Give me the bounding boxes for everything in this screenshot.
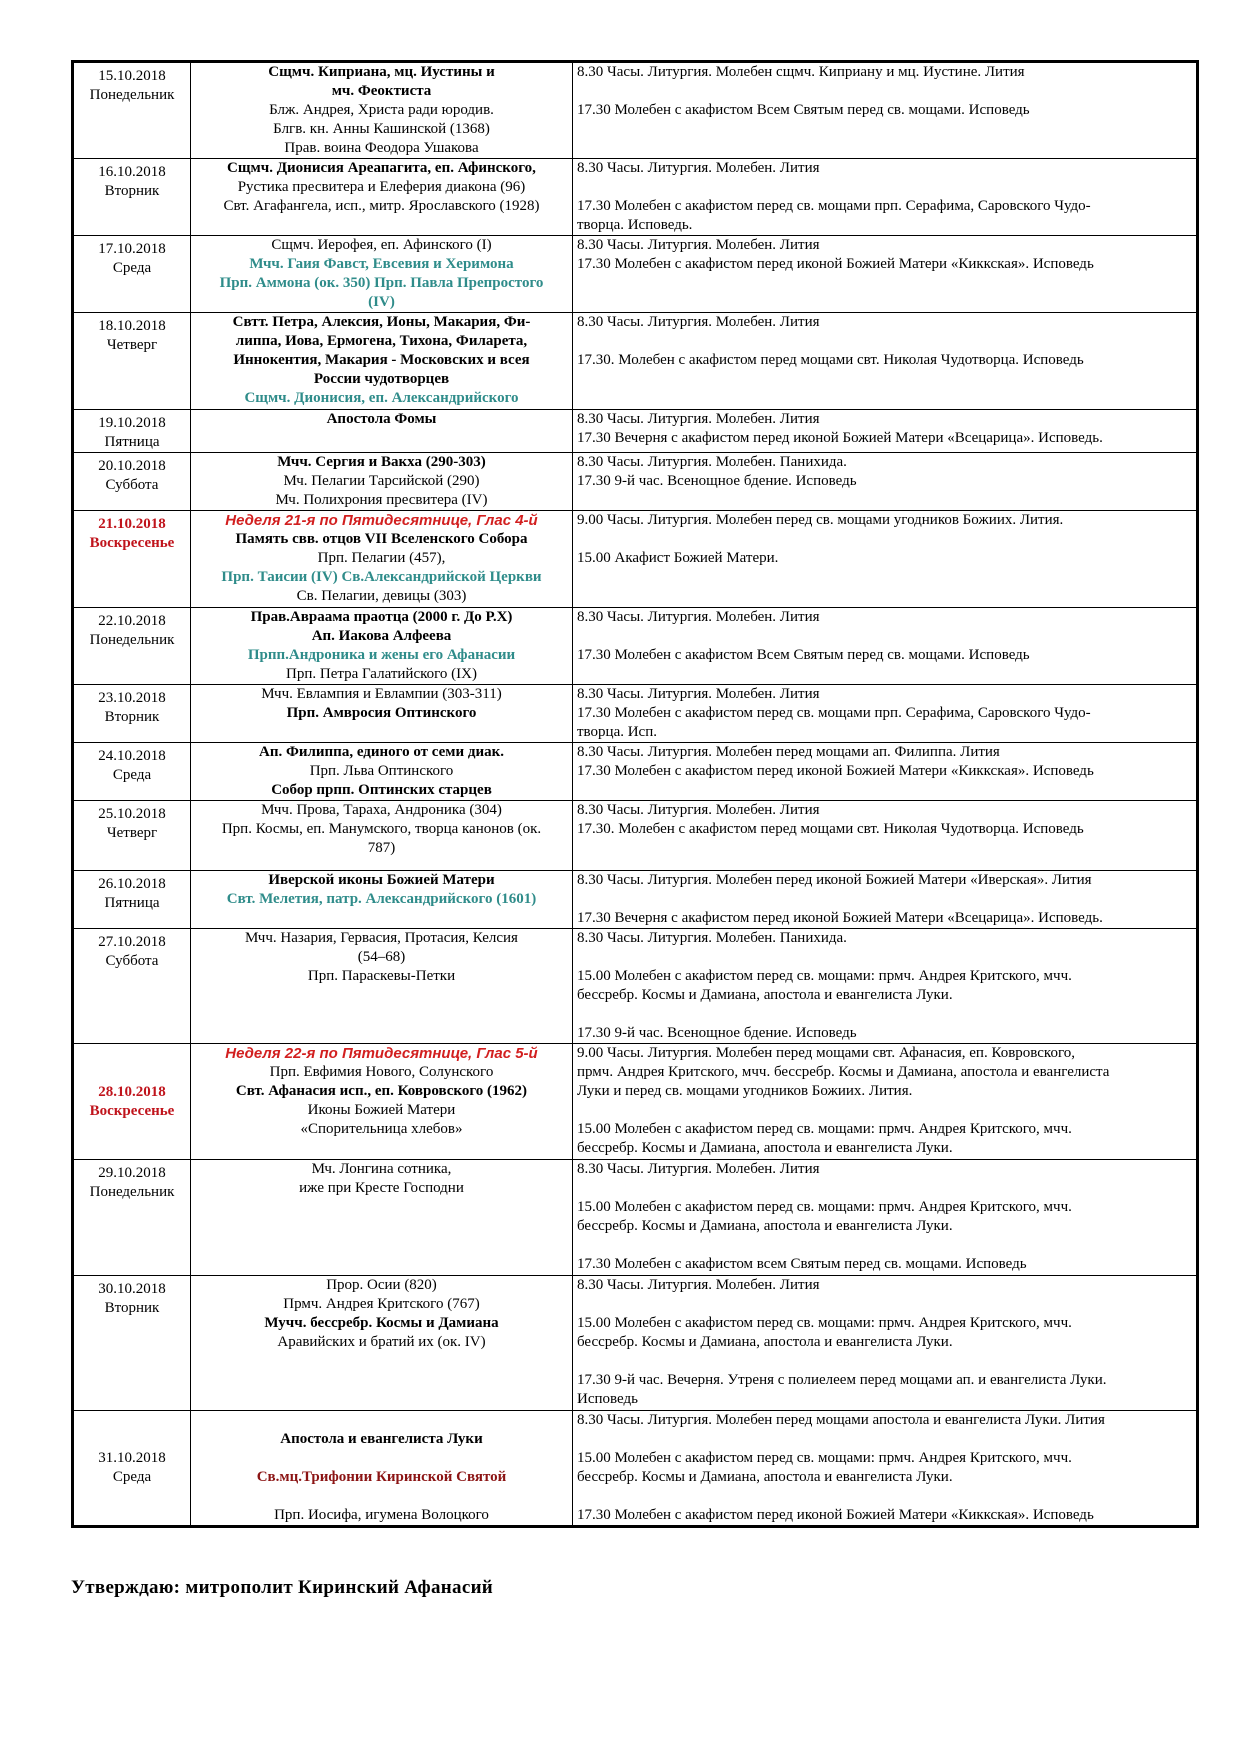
schedule-row [73,608,1198,685]
date-text: 19.10.2018 [98,415,166,431]
feast-cell [191,410,573,453]
service-line: 15.00 Акафист Божией Матери. [577,550,779,566]
date-cell [73,453,191,511]
schedule-row [73,313,1198,410]
service-line [577,627,1190,646]
weekday-text: Четверг [106,825,158,841]
service-line: 17.30 Молебен с акафистом перед иконой Божией Матери «Киккская». Исповедь [577,256,1094,272]
feast-line: Мчч. Гаия Фавст, Евсевия и Херимона [249,256,514,272]
service-line: 17.30 Молебен с акафистом перед св. мощами прп. Серафима, Саровского Чудо- [577,198,1091,214]
schedule-row [73,801,1198,871]
service-line: 17.30 Молебен с акафистом перед иконой Божией Матери «Киккская». Исповедь [577,1507,1094,1523]
feast-line: Мчч. Сергия и Вакха (290-303) [277,454,486,470]
feast-line: Блж. Андрея, Христа ради юродив. [269,102,494,118]
services-cell [573,1044,1198,1160]
service-line: 8.30 Часы. Литургия. Молебен перед иконой Божией Матери «Иверская». Лития [577,872,1092,888]
feast-line: Аравийских и братий их (ок. IV) [277,1334,486,1350]
feast-line: Свт. Афанасия исп., еп. Ковровского (1962) [235,1083,528,1099]
feast-line: Иверской иконы Божией Матери [268,872,495,888]
service-line: 17.30 Вечерня с акафистом перед иконой Божией Матери «Всецарица». Исповедь. [577,430,1103,446]
feast-line: Прпп.Андроника и жены его Афанасии [247,647,516,663]
date-cell [73,1044,191,1160]
schedule-row [73,871,1198,929]
weekday-text: Среда [112,260,152,276]
weekday-text: Суббота [105,953,159,969]
feast-line: Мчч. Назария, Гервасия, Протасия, Келсия [245,930,518,946]
feast-cell [191,685,573,743]
services-cell [573,236,1198,313]
feast-line: Прп. Амвросия Оптинского [286,705,477,721]
schedule-row [73,159,1198,236]
service-line: 8.30 Часы. Литургия. Молебен. Лития [577,314,820,330]
services-cell [573,871,1198,929]
service-line: 8.30 Часы. Литургия. Молебен. Лития [577,160,820,176]
date-cell [73,159,191,236]
feast-line: Иконы Божией Матери [307,1102,456,1118]
feast-line [191,1449,572,1468]
service-line: 17.30 Молебен с акафистом перед иконой Божией Матери «Киккская». Исповедь [577,763,1094,779]
feast-cell [191,236,573,313]
date-text: 21.10.2018 [98,516,166,532]
date-cell [73,410,191,453]
date-cell [73,511,191,608]
date-text: 18.10.2018 [98,318,166,334]
feast-line: Свт. Мелетия, патр. Александрийского (1601) [226,891,537,907]
feast-line: Прп. Петра Галатийского (IX) [286,666,477,682]
services-cell [573,743,1198,801]
date-cell [73,608,191,685]
service-line: бессребр. Космы и Дамиана, апостола и евангелиста Луки. [577,1140,953,1156]
feast-line [191,1411,572,1430]
schedule-row [73,743,1198,801]
service-line: 8.30 Часы. Литургия. Молебен. Панихида. [577,454,847,470]
service-line: 8.30 Часы. Литургия. Молебен. Лития [577,686,820,702]
feast-line: Сщмч. Дионисия Ареапагита, еп. Афинского, [227,160,536,176]
date-cell [73,743,191,801]
feast-cell [191,608,573,685]
service-line: бессребр. Космы и Дамиана, апостола и евангелиста Луки. [577,987,953,1003]
weekday-text: Вторник [104,709,160,725]
schedule-row [73,1276,1198,1411]
feast-line: Прп. Таисии (IV) Св.Александрийской Церкви [221,569,542,585]
service-line: 15.00 Молебен с акафистом перед св. мощами: прмч. Андрея Критского, мчч. [577,968,1072,984]
feast-line: Сщмч. Киприана, мц. Иустины и [268,64,495,80]
services-cell [573,313,1198,410]
date-text: 27.10.2018 [98,934,166,950]
service-line: 17.30 Молебен с акафистом Всем Святым перед св. мощами. Исповедь [577,647,1030,663]
service-line: 8.30 Часы. Литургия. Молебен. Панихида. [577,930,847,946]
service-line [577,332,1190,351]
feast-line: Мчч. Прова, Тараха, Андроника (304) [261,802,502,818]
feast-line [191,1487,572,1506]
feast-cell [191,1276,573,1411]
weekday-text: Пятница [104,895,160,911]
schedule-row [73,685,1198,743]
feast-line: Сщмч. Дионисия, еп. Александрийского [244,390,519,406]
feast-line: Собор прпп. Оптинских старцев [271,782,492,798]
feast-line: Рустика пресвитера и Елеферия диакона (96) [237,179,526,195]
service-line: бессребр. Космы и Дамиана, апостола и евангелиста Луки. [577,1218,953,1234]
service-line [577,178,1190,197]
feast-line: (54–68) [357,949,406,965]
date-text: 16.10.2018 [98,164,166,180]
date-text: 24.10.2018 [98,748,166,764]
feast-line: 787) [367,840,396,856]
schedule-table [71,60,1199,1528]
weekday-text: Воскресенье [89,1102,175,1119]
weekday-text: Понедельник [89,87,175,103]
date-text: 23.10.2018 [98,690,166,706]
feast-cell [191,453,573,511]
date-text: 22.10.2018 [98,613,166,629]
service-line [577,1352,1190,1371]
date-text: 17.10.2018 [98,241,166,257]
feast-line: Апостола Фомы [326,411,437,427]
services-cell [573,453,1198,511]
feast-line: Мч. Пелагии Тарсийской (290) [283,473,480,489]
service-line: 9.00 Часы. Литургия. Молебен перед св. мощами угодников Божиих. Лития. [577,512,1064,528]
date-cell [73,62,191,159]
date-cell [73,1276,191,1411]
schedule-row [73,410,1198,453]
service-line [577,1430,1190,1449]
feast-line: Прп. Пелагии (457), [317,550,446,566]
feast-line: Мчч. Евлампия и Евлампии (303-311) [261,686,502,702]
feast-line: Блгв. кн. Анны Кашинской (1368) [273,121,490,137]
feast-line: Ап. Иакова Алфеева [311,628,452,644]
weekday-text: Суббота [105,477,159,493]
services-cell [573,929,1198,1044]
weekday-text: Вторник [104,183,160,199]
service-line: 15.00 Молебен с акафистом перед св. мощами: прмч. Андрея Критского, мчч. [577,1315,1072,1331]
feast-line: Прав. воина Феодора Ушакова [284,140,479,156]
feast-cell [191,1411,573,1527]
schedule-sheet [71,60,1196,1528]
service-line: 15.00 Молебен с акафистом перед св. мощами: прмч. Андрея Критского, мчч. [577,1121,1072,1137]
feast-line: Свт. Агафангела, исп., митр. Ярославского (1928) [223,198,540,214]
feast-line: липпа, Иова, Ермогена, Тихона, Филарета, [235,333,528,349]
date-text: 29.10.2018 [98,1165,166,1181]
feast-line: Неделя 21-я по Пятидесятнице, Глас 4-й [225,512,538,529]
service-line: 8.30 Часы. Литургия. Молебен перед мощами ап. Филиппа. Лития [577,744,1000,760]
schedule-row [73,511,1198,608]
weekday-text: Четверг [106,337,158,353]
feast-line: России чудотворцев [313,371,450,387]
services-cell [573,511,1198,608]
service-line: 17.30 9-й час. Всенощное бдение. Исповедь [577,1025,857,1041]
feast-line: Сщмч. Иерофея, еп. Афинского (I) [271,237,492,253]
service-line: 8.30 Часы. Литургия. Молебен перед мощами апостола и евангелиста Луки. Лития [577,1412,1105,1428]
service-line: 9.00 Часы. Литургия. Молебен перед мощами свт. Афанасия, еп. Ковровского, [577,1045,1075,1061]
feast-line: Память свв. отцов VII Вселенского Собора [235,531,528,547]
service-line: 17.30 Молебен с акафистом Всем Святым перед св. мощами. Исповедь [577,102,1030,118]
weekday-text: Понедельник [89,1184,175,1200]
schedule-row [73,1044,1198,1160]
feast-line: Свтт. Петра, Алексия, Ионы, Макария, Фи- [232,314,531,330]
services-cell [573,608,1198,685]
feast-cell [191,1160,573,1276]
schedule-row [73,236,1198,313]
service-line [577,82,1190,101]
service-line: 8.30 Часы. Литургия. Молебен. Лития [577,802,820,818]
service-line: бессребр. Космы и Дамиана, апостола и евангелиста Луки. [577,1469,953,1485]
date-text: 30.10.2018 [98,1281,166,1297]
date-cell [73,313,191,410]
service-line [577,530,1190,549]
service-line: 17.30 9-й час. Вечерня. Утреня с полиелеем перед мощами ап. и евангелиста Луки. [577,1372,1107,1388]
service-line: 8.30 Часы. Литургия. Молебен. Лития [577,1277,820,1293]
service-line: 17.30. Молебен с акафистом перед мощами свт. Николая Чудотворца. Исповедь [577,352,1084,368]
service-line: Исповедь [577,1391,638,1407]
weekday-text: Пятница [104,434,160,450]
service-line [577,1295,1190,1314]
date-text: 28.10.2018 [98,1083,166,1100]
weekday-text: Среда [112,767,152,783]
feast-line: Прп. Параскевы-Петки [307,968,456,984]
service-line: 15.00 Молебен с акафистом перед св. мощами: прмч. Андрея Критского, мчч. [577,1450,1072,1466]
feast-cell [191,743,573,801]
feast-cell [191,62,573,159]
date-cell [73,1160,191,1276]
service-line: творца. Исповедь. [577,217,693,233]
approval-line: Утверждаю: митрополит Киринский Афанасий [71,1577,494,1598]
feast-line: Прп. Космы, еп. Манумского, творца канонов (ок. [221,821,542,837]
schedule-row [73,62,1198,159]
service-line: бессребр. Космы и Дамиана, апостола и евангелиста Луки. [577,1334,953,1350]
service-line: 17.30 Вечерня с акафистом перед иконой Божией Матери «Всецарица». Исповедь. [577,910,1103,926]
service-line [577,948,1190,967]
service-line: 17.30. Молебен с акафистом перед мощами свт. Николая Чудотворца. Исповедь [577,821,1084,837]
date-text: 20.10.2018 [98,458,166,474]
feast-line: Апостола и евангелиста Луки [280,1431,483,1447]
feast-line: Прав.Авраама праотца (2000 г. До Р.Х) [250,609,513,625]
service-line: 8.30 Часы. Литургия. Молебен. Лития [577,1161,820,1177]
feast-cell [191,1044,573,1160]
schedule-row [73,453,1198,511]
service-line: 8.30 Часы. Литургия. Молебен. Лития [577,609,820,625]
feast-line: Св.мц.Трифонии Киринской Святой [256,1469,507,1485]
feast-line: Прмч. Андрея Критского (767) [283,1296,480,1312]
service-line: 15.00 Молебен с акафистом перед св. мощами: прмч. Андрея Критского, мчч. [577,1199,1072,1215]
schedule-row [73,1160,1198,1276]
feast-line: Мч. Лонгина сотника, [311,1161,452,1177]
service-line: Луки и перед св. мощами угодников Божиих. Лития. [577,1083,913,1099]
feast-cell [191,929,573,1044]
feast-line: Прп. Льва Оптинского [309,763,454,779]
service-line: 8.30 Часы. Литургия. Молебен сщмч. Киприану и мц. Иустине. Лития [577,64,1025,80]
feast-line: Ап. Филиппа, единого от семи диак. [258,744,505,760]
date-text: 25.10.2018 [98,806,166,822]
date-text: 15.10.2018 [98,68,166,84]
feast-line: иже при Кресте Господни [299,1180,464,1196]
schedule-row [73,929,1198,1044]
date-cell [73,685,191,743]
feast-cell [191,801,573,871]
service-line [577,1487,1190,1506]
services-cell [573,1276,1198,1411]
feast-cell [191,313,573,410]
service-line [577,1236,1190,1255]
feast-line: Неделя 22-я по Пятидесятнице, Глас 5-й [225,1045,538,1062]
services-cell [573,685,1198,743]
feast-line: Прп. Евфимия Нового, Солунского [269,1064,494,1080]
date-cell [73,871,191,929]
service-line: прмч. Андрея Критского, мчч. бессребр. Космы и Дамиана, апостола и евангелиста [577,1064,1110,1080]
schedule-rows [73,62,1198,1527]
feast-line: Св. Пелагии, девицы (303) [296,588,467,604]
weekday-text: Среда [112,1469,152,1485]
services-cell [573,801,1198,871]
date-cell [73,236,191,313]
feast-line: Прор. Осии (820) [326,1277,437,1293]
feast-line: Прп. Иосифа, игумена Волоцкого [274,1507,489,1523]
feast-cell [191,871,573,929]
service-line [577,890,1190,909]
weekday-text: Вторник [104,1300,160,1316]
services-cell [573,1160,1198,1276]
service-line [577,1179,1190,1198]
feast-line: Прп. Аммона (ок. 350) Прп. Павла Препростого [219,275,544,291]
feast-cell [191,159,573,236]
date-cell [73,801,191,871]
service-line [577,1005,1190,1024]
services-cell [573,1411,1198,1527]
services-cell [573,410,1198,453]
services-cell [573,159,1198,236]
service-line: 17.30 Молебен с акафистом перед св. мощами прп. Серафима, Саровского Чудо- [577,705,1091,721]
feast-line: мч. Феоктиста [331,83,432,99]
date-text: 26.10.2018 [98,876,166,892]
service-line: 8.30 Часы. Литургия. Молебен. Лития [577,411,820,427]
feast-line: Мч. Полихрония пресвитера (IV) [275,492,488,508]
weekday-text: Понедельник [89,632,175,648]
feast-line: Мучч. бессребр. Космы и Дамиана [264,1315,499,1331]
feast-cell [191,511,573,608]
feast-line: Иннокентия, Макария - Московских и всея [233,352,530,368]
feast-line: (IV) [368,294,395,310]
feast-line: «Спорительница хлебов» [300,1121,463,1137]
services-cell [573,62,1198,159]
service-line: 17.30 9-й час. Всенощное бдение. Исповедь [577,473,857,489]
weekday-text: Воскресенье [89,535,175,551]
date-cell [73,1411,191,1527]
service-line: 8.30 Часы. Литургия. Молебен. Лития [577,237,820,253]
service-line: 17.30 Молебен с акафистом всем Святым перед св. мощами. Исповедь [577,1256,1027,1272]
date-cell [73,929,191,1044]
service-line [577,1101,1190,1120]
date-text: 31.10.2018 [98,1450,166,1466]
schedule-row [73,1411,1198,1527]
service-line: творца. Исп. [577,724,657,740]
